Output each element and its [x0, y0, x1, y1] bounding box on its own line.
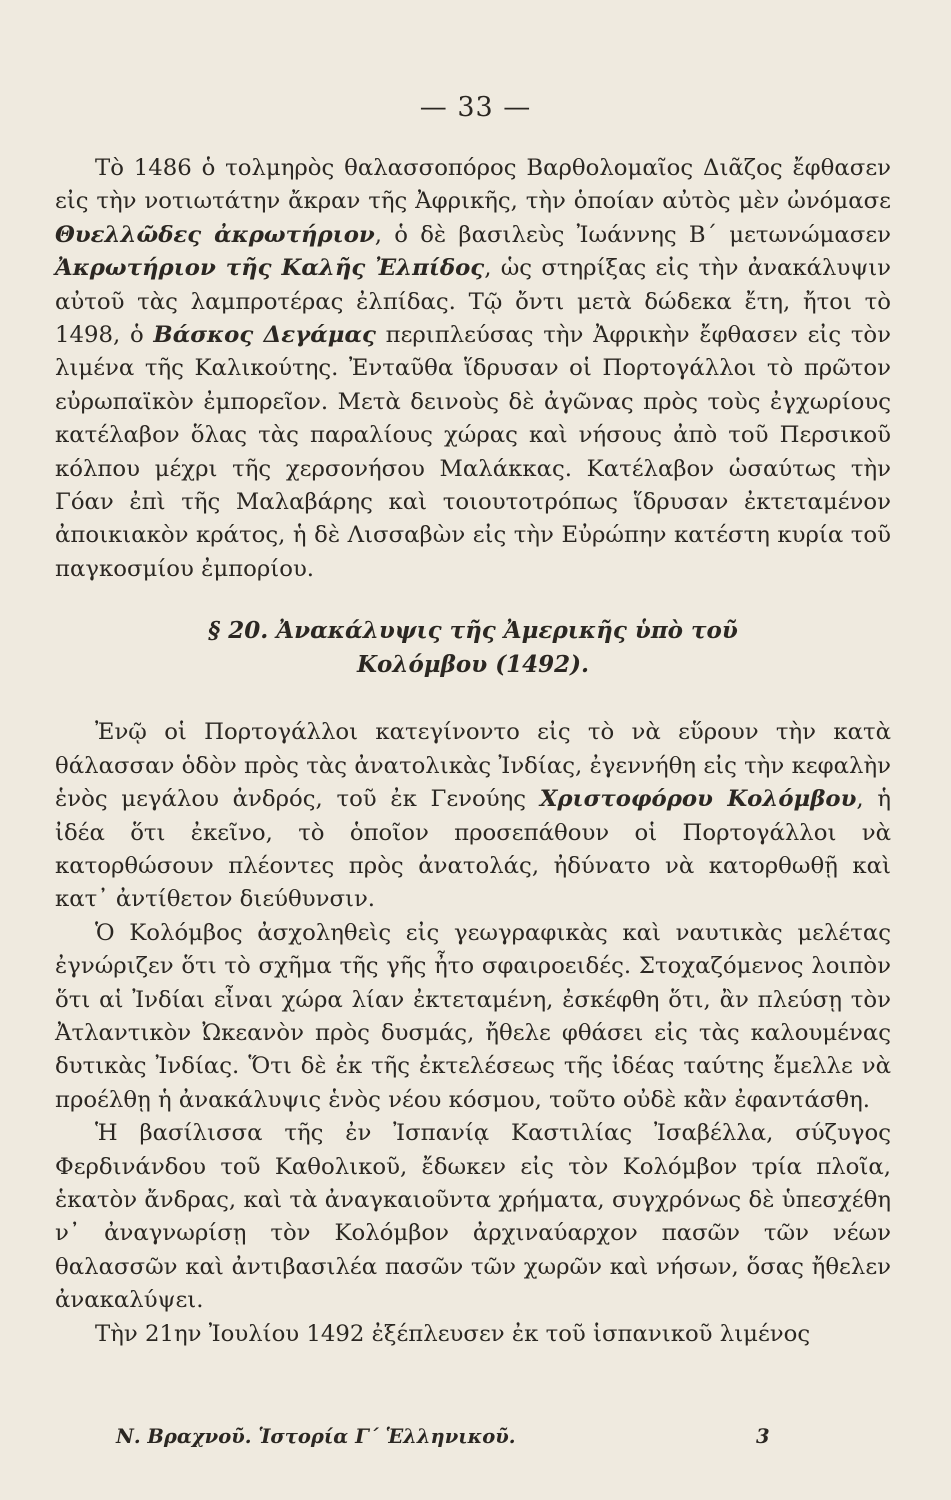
- section-heading: [55, 614, 891, 682]
- section-heading-line-1: § 20. Ἀνακάλυψις τῆς Ἀμερικῆς ὑπὸ τοῦ: [208, 617, 738, 645]
- paragraph-4: Ἡ βασίλισσα τῆς ἐν Ἰσπανίᾳ Καστιλίας Ἰσαβέλλα, σύζυγος Φερδινάνδου τοῦ Καθολικοῦ, ἔδωκεν εἰς τὸν Κολόμβον τρία πλοῖα, ἑκατὸν ἄνδρας, καὶ τὰ ἀναγκαιοῦντα χρήματα, συγχρόνως δὲ ὑπεσχέθη ν᾽ ἀναγνωρίσῃ τὸν Κολόμβον ἀρχιναύαρχον πασῶν τῶν νέων θαλασσῶν καὶ ἀντιβασιλέα πασῶν τῶν χωρῶν καὶ νήσων, ὅσας ἤθελεν ἀνακαλύψει.: [55, 1120, 891, 1314]
- page-number: — 33 —: [419, 92, 532, 123]
- text-span: , ὡς στηρίξας εἰς τὴν ἀνακάλυψιν αὐτοῦ τὰς λαμπροτέρας ἐλπίδας. Τῷ ὄντι μετὰ δώδεκα ἔτη, ἤτοι τὸ 1498, ὁ: [55, 255, 891, 349]
- section-heading-line-2: Κολόμβου (1492).: [357, 651, 589, 679]
- footer-citation: Ν. Βραχνοῦ. Ἱστορία Γ΄ Ἑλληνικοῦ.: [116, 1425, 516, 1448]
- paragraph-1: [55, 152, 891, 586]
- body-text: [55, 152, 891, 1351]
- emphasis-term: Θυελλῶδες ἀκρωτήριον: [55, 221, 375, 248]
- text-span: περιπλεύσας τὴν Ἀφρικὴν ἔφθασεν εἰς τὸν λιμένα τῆς Καλικούτης. Ἐνταῦθα ἵδρυσαν οἱ Πορτογάλλοι τὸ πρῶτον εὐρωπαϊκὸν ἐμπορεῖον. Μετὰ δεινοὺς δὲ ἀγῶνας πρὸς τοὺς ἐγχωρίους κατέλαβον ὅλας τὰς παραλίους χώρας καὶ νήσους ἀπὸ τοῦ Περσικοῦ κόλπου μέχρι τῆς χερσονήσου Μαλάκκας. Κατέλαβον ὡσαύτως τὴν Γόαν ἐπὶ τῆς Μαλαβάρης καὶ τοιουτοτρόπως ἵδρυσαν ἐκτεταμένον ἀποικιακὸν κράτος, ἡ δὲ Λισσαβὼν εἰς τὴν Εὐρώπην κατέστη κυρία τοῦ παγκοσμίου ἐμπορίου.: [55, 322, 892, 582]
- paragraph-3: Ὁ Κολόμβος ἀσχοληθεὶς εἰς γεωγραφικὰς καὶ ναυτικὰς μελέτας ἐγνώριζεν ὅτι τὸ σχῆμα τῆς γῆς ἦτο σφαιροειδές. Στοχαζόμενος λοιπὸν ὅτι αἱ Ἰνδίαι εἶναι χώρα λίαν ἐκτεταμένη, ἐσκέφθη ὅτι, ἂν πλεύσῃ τὸν Ἀτλαντικὸν Ὠκεανὸν πρὸς δυσμάς, ἤθελε φθάσει εἰς τὰς καλουμένας δυτικὰς Ἰνδίας. Ὅτι δὲ ἐκ τῆς ἐκτελέσεως τῆς ἰδέας ταύτης ἔμελλε νὰ προέλθῃ ἡ ἀνακάλυψις ἑνὸς νέου κόσμου, τοῦτο οὐδὲ κἂν ἐφαντάσθη.: [55, 919, 891, 1113]
- emphasis-term: Ἀκρωτήριον τῆς Καλῆς Ἐλπίδος: [55, 255, 485, 282]
- paragraph-2: [55, 716, 891, 916]
- text-span: Ἐνῷ οἱ Πορτογάλλοι κατεγίνοντο εἰς τὸ νὰ εὕρουν τὴν κατὰ θάλασσαν ὁδὸν πρὸς τὰς ἀνατολικὰς Ἰνδίας, ἐγεννήθη εἰς τὴν κεφαλὴν ἑνὸς μεγάλου ἀνδρός, τοῦ ἐκ Γενούης: [55, 719, 891, 813]
- paragraph-5: Τὴν 21ην Ἰουλίου 1492 ἐξέπλευσεν ἐκ τοῦ ἱσπανικοῦ λιμένος: [95, 1320, 811, 1347]
- text-span: , ὁ δὲ βασιλεὺς Ἰωάννης Β΄ μετωνώμασεν: [374, 221, 891, 248]
- footer: [116, 1425, 776, 1448]
- emphasis-term: Χριστοφόρου Κολόμβου: [539, 786, 857, 813]
- text-span: , ἡ ἰδέα ὅτι ἐκεῖνο, τὸ ὁποῖον προσεπάθουν οἱ Πορτογάλλοι νὰ κατορθώσουν πλέοντες πρὸς ἀνατολάς, ἠδύνατο νὰ κατορθωθῇ καὶ κατ᾽ ἀντίθετον διεύθυνσιν.: [55, 786, 891, 913]
- text-span: Τὸ 1486 ὁ τολμηρὸς θαλασσοπόρος Βαρθολομαῖος Διᾶζος ἔφθασεν εἰς τὴν νοτιωτάτην ἄκραν τῆς Ἀφρικῆς, τὴν ὁποίαν αὐτὸς μὲν ὠνόμασε: [55, 155, 891, 215]
- emphasis-term: Βάσκος Δεγάμας: [153, 322, 376, 349]
- signature-mark: 3: [756, 1425, 770, 1448]
